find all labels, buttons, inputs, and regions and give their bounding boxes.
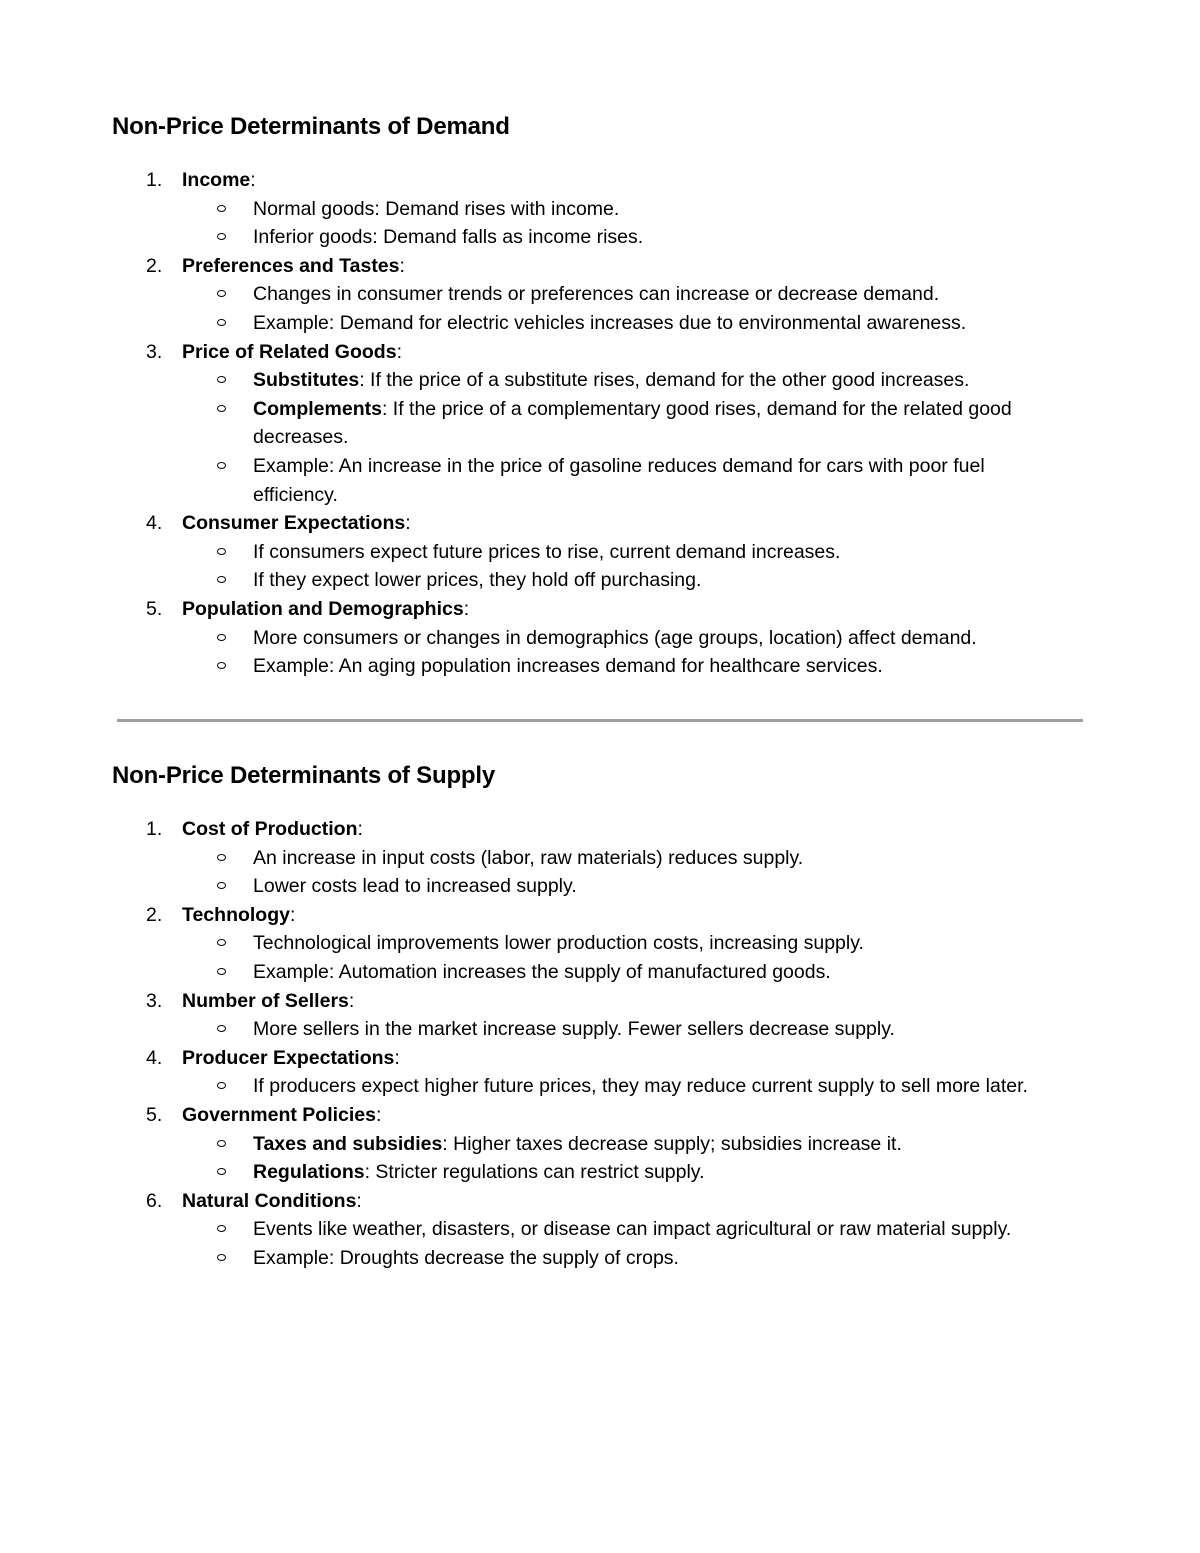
sub-item-text xyxy=(253,872,1072,901)
sub-item-body: An increase in input costs (labor, raw materials) reduces supply. xyxy=(253,846,804,869)
sub-list-item xyxy=(112,223,1092,252)
sub-list-item xyxy=(112,1244,1092,1273)
sub-item-text xyxy=(253,1158,1072,1187)
list-item xyxy=(112,252,1092,338)
sub-list xyxy=(182,195,1092,252)
sub-list xyxy=(182,844,1092,901)
sub-list-item xyxy=(112,395,1092,452)
sub-item-text xyxy=(253,195,1072,224)
sub-list xyxy=(182,538,1092,595)
demand-list xyxy=(112,166,1092,681)
supply-section xyxy=(112,760,1092,1273)
sub-item-bold-term: Regulations xyxy=(253,1161,365,1184)
sub-item-body: Normal goods: Demand rises with income. xyxy=(253,197,620,220)
item-number: 6. xyxy=(146,1189,163,1212)
sub-item-body: Inferior goods: Demand falls as income rises. xyxy=(253,226,644,249)
demand-section xyxy=(112,111,1092,681)
sub-item-text xyxy=(253,395,1072,452)
sub-item-body: If producers expect higher future prices, they may reduce current supply to sell more later. xyxy=(253,1075,1028,1098)
sub-item-text xyxy=(253,309,1072,338)
supply-list xyxy=(112,815,1092,1273)
hollow-circle-bullet-icon xyxy=(217,1225,226,1232)
supply-heading: Non-Price Determinants of Supply xyxy=(112,762,495,789)
item-title-colon: : xyxy=(348,989,355,1012)
item-number: 5. xyxy=(146,1103,163,1126)
item-title-colon: : xyxy=(396,340,402,363)
sub-list-item xyxy=(112,280,1092,309)
sub-item-body: : If the price of a complementary good rises, demand for the related good decreases. xyxy=(253,397,1012,449)
sub-list-item xyxy=(112,1015,1092,1044)
sub-item-body: More consumers or changes in demographics (age groups, location) affect demand. xyxy=(253,626,977,649)
list-item xyxy=(112,1101,1092,1187)
sub-list-item xyxy=(112,929,1092,958)
sub-list xyxy=(182,280,1092,337)
sub-item-text xyxy=(253,280,1072,309)
sub-item-text xyxy=(253,844,1072,873)
sub-list-item xyxy=(112,872,1092,901)
item-title-colon: : xyxy=(289,903,296,926)
list-item xyxy=(112,166,1092,252)
sub-item-body: Changes in consumer trends or preferences can increase or decrease demand. xyxy=(253,283,940,306)
item-number: 4. xyxy=(146,512,163,535)
hollow-circle-bullet-icon xyxy=(217,634,226,641)
item-number: 5. xyxy=(146,597,163,620)
sub-list xyxy=(182,1130,1092,1187)
item-title: Technology xyxy=(182,903,290,926)
list-item xyxy=(112,1187,1092,1273)
sub-item-body: Example: An aging population increases demand for healthcare services. xyxy=(253,655,883,678)
hollow-circle-bullet-icon xyxy=(217,319,226,326)
sub-item-text xyxy=(253,538,1072,567)
demand-heading: Non-Price Determinants of Demand xyxy=(112,113,510,140)
hollow-circle-bullet-icon xyxy=(217,939,226,946)
sub-item-text xyxy=(253,223,1072,252)
hollow-circle-bullet-icon xyxy=(217,462,226,469)
item-title: Consumer Expectations xyxy=(182,512,406,535)
list-item xyxy=(112,815,1092,901)
sub-item-text xyxy=(253,1130,1072,1159)
sub-list-item xyxy=(112,624,1092,653)
item-title-colon: : xyxy=(399,254,405,277)
sub-list-item xyxy=(112,566,1092,595)
sub-list xyxy=(182,1072,1092,1101)
item-title: Government Policies xyxy=(182,1103,376,1126)
item-title: Income xyxy=(182,169,251,191)
hollow-circle-bullet-icon xyxy=(217,882,226,889)
sub-list-item xyxy=(112,1130,1092,1159)
sub-list xyxy=(182,366,1092,509)
item-number: 1. xyxy=(146,169,163,191)
list-item xyxy=(112,338,1092,510)
sub-item-body: Events like weather, disasters, or disease can impact agricultural or raw material supply. xyxy=(253,1218,1012,1241)
list-item xyxy=(112,509,1092,595)
sub-item-body: Technological improvements lower production costs, increasing supply. xyxy=(253,932,864,955)
sub-item-text xyxy=(253,1015,1072,1044)
sub-item-body: Lower costs lead to increased supply. xyxy=(253,875,577,898)
sub-item-body: : Stricter regulations can restrict supply. xyxy=(364,1161,705,1184)
item-number: 4. xyxy=(146,1046,163,1069)
sub-list-item xyxy=(112,652,1092,681)
hollow-circle-bullet-icon xyxy=(217,1082,226,1089)
sub-list-item xyxy=(112,309,1092,338)
hollow-circle-bullet-icon xyxy=(217,405,226,412)
item-title: Price of Related Goods xyxy=(182,340,397,363)
item-title-colon: : xyxy=(250,169,256,191)
sub-item-bold-term: Complements xyxy=(253,397,382,420)
sub-list-item xyxy=(112,1158,1092,1187)
item-number: 3. xyxy=(146,340,163,363)
sub-item-text xyxy=(253,1215,1072,1244)
sub-item-body: Example: An increase in the price of gasoline reduces demand for cars with poor fuel efficiency. xyxy=(253,454,985,506)
hollow-circle-bullet-icon xyxy=(217,1025,226,1032)
item-number: 2. xyxy=(146,903,163,926)
item-number: 3. xyxy=(146,989,163,1012)
hollow-circle-bullet-icon xyxy=(217,854,226,861)
list-item xyxy=(112,1044,1092,1101)
item-number: 2. xyxy=(146,254,163,277)
sub-item-body: If they expect lower prices, they hold off purchasing. xyxy=(253,569,702,592)
item-title-colon: : xyxy=(375,1103,382,1126)
hollow-circle-bullet-icon xyxy=(217,376,226,383)
hollow-circle-bullet-icon xyxy=(217,233,226,240)
sub-item-body: Example: Automation increases the supply of manufactured goods. xyxy=(253,960,831,983)
sub-list xyxy=(182,1215,1092,1272)
hollow-circle-bullet-icon xyxy=(217,205,226,212)
sub-list xyxy=(182,1015,1092,1044)
hollow-circle-bullet-icon xyxy=(217,576,226,583)
sub-list-item xyxy=(112,1215,1092,1244)
sub-list-item xyxy=(112,195,1092,224)
sub-item-bold-term: Substitutes xyxy=(253,369,360,392)
hollow-circle-bullet-icon xyxy=(217,548,226,555)
list-item xyxy=(112,901,1092,987)
list-item xyxy=(112,595,1092,681)
sub-list xyxy=(182,624,1092,681)
sub-item-text xyxy=(253,1244,1072,1273)
section-divider xyxy=(117,719,1083,722)
sub-item-text xyxy=(253,958,1072,987)
sub-item-body: More sellers in the market increase supply. Fewer sellers decrease supply. xyxy=(253,1018,895,1041)
sub-item-body: : If the price of a substitute rises, demand for the other good increases. xyxy=(359,369,970,392)
item-title-colon: : xyxy=(394,1046,400,1069)
sub-item-text xyxy=(253,566,1072,595)
sub-item-text xyxy=(253,1072,1072,1101)
item-title: Preferences and Tastes xyxy=(182,254,400,277)
sub-item-text xyxy=(253,366,1072,395)
sub-list-item xyxy=(112,452,1092,509)
sub-list-item xyxy=(112,538,1092,567)
item-title: Producer Expectations xyxy=(182,1046,395,1069)
item-title-colon: : xyxy=(356,1189,362,1212)
sub-list-item xyxy=(112,958,1092,987)
sub-item-bold-term: Taxes and subsidies xyxy=(253,1132,443,1155)
sub-list-item xyxy=(112,844,1092,873)
hollow-circle-bullet-icon xyxy=(217,290,226,297)
sub-list-item xyxy=(112,366,1092,395)
sub-item-body: : Higher taxes decrease supply; subsidies increase it. xyxy=(442,1132,902,1155)
sub-list xyxy=(182,929,1092,986)
sub-list-item xyxy=(112,1072,1092,1101)
hollow-circle-bullet-icon xyxy=(217,662,226,669)
hollow-circle-bullet-icon xyxy=(217,1254,226,1261)
item-title: Natural Conditions xyxy=(182,1189,357,1212)
hollow-circle-bullet-icon xyxy=(217,968,226,975)
item-number: 1. xyxy=(146,818,163,840)
item-title: Cost of Production xyxy=(182,818,358,840)
sub-item-text xyxy=(253,452,1072,509)
item-title-colon: : xyxy=(357,818,363,840)
item-title-colon: : xyxy=(463,597,470,620)
hollow-circle-bullet-icon xyxy=(217,1168,226,1175)
sub-item-text xyxy=(253,624,1072,653)
item-title: Population and Demographics xyxy=(182,597,464,620)
list-item xyxy=(112,987,1092,1044)
sub-item-text xyxy=(253,652,1072,681)
item-title-colon: : xyxy=(405,512,411,535)
item-title: Number of Sellers xyxy=(182,989,349,1012)
hollow-circle-bullet-icon xyxy=(217,1140,226,1147)
sub-item-text xyxy=(253,929,1072,958)
sub-item-body: Example: Droughts decrease the supply of crops. xyxy=(253,1246,679,1269)
sub-item-body: If consumers expect future prices to rise, current demand increases. xyxy=(253,540,841,563)
sub-item-body: Example: Demand for electric vehicles increases due to environmental awareness. xyxy=(253,311,967,334)
